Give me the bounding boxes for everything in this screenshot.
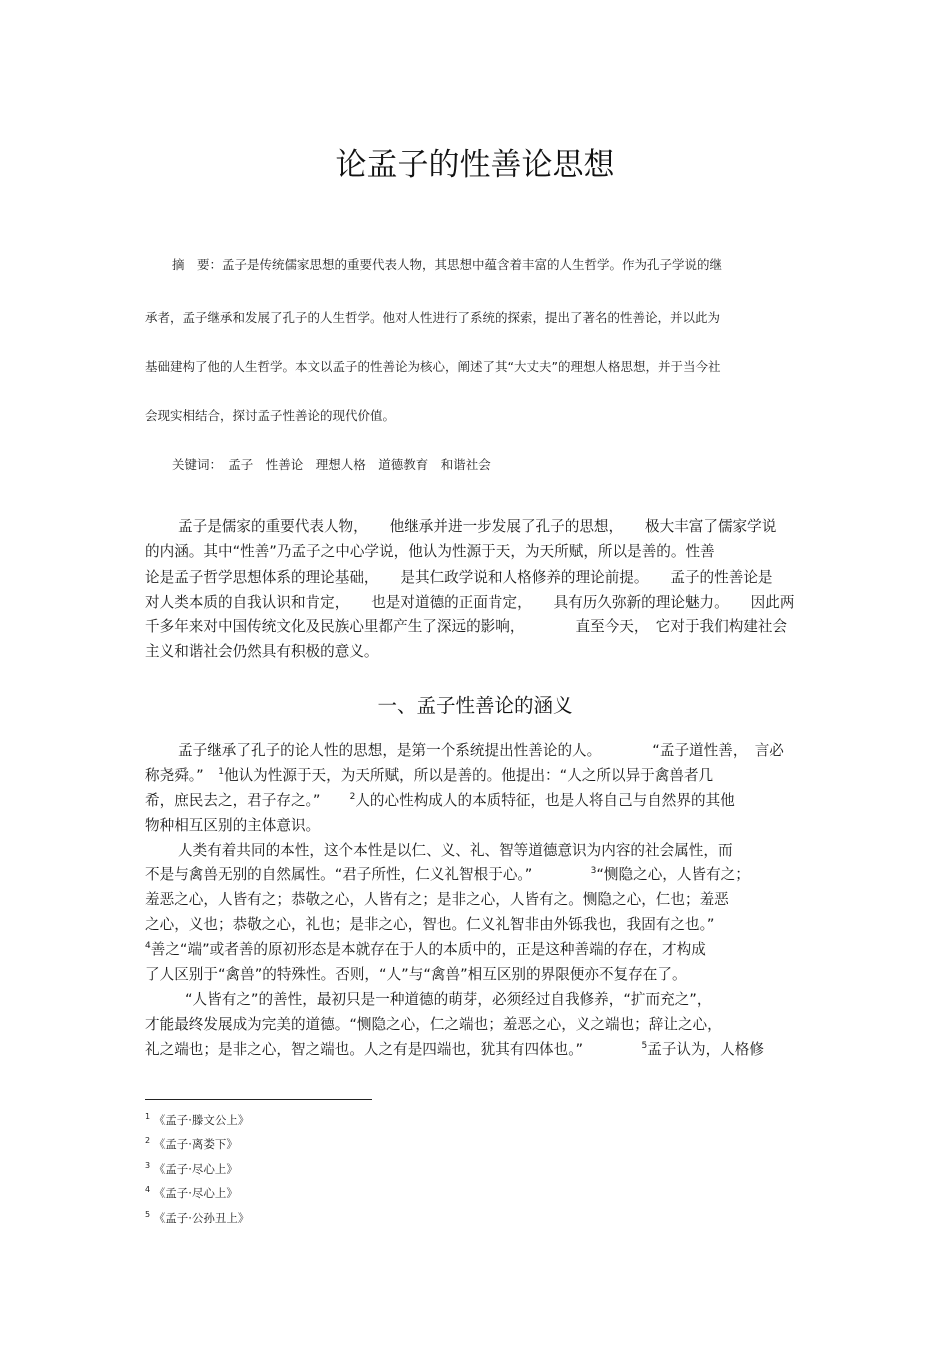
body-line: 不是与禽兽无别的自然属性。“君子所性，仁义礼智根于心。” $^3$“恻隐之心，人皆有之； bbox=[145, 866, 750, 883]
body-line: 人类有着共同的本性，这个本性是以仁、义、礼、智等道德意识为内容的社会属性，而 bbox=[178, 842, 733, 859]
body-line: 希，庶民去之，君子存之。” $^2$人的心性构成人的本质特征，也是人将自己与自然界的其他 bbox=[145, 792, 735, 809]
abstract-line: 基础建构了他的人生哲学。本文以孟子的性善论为核心，阐述了其“大丈夫”的理想人格思想，并于当今社 bbox=[145, 359, 721, 374]
body-line: 了人区别于“禽兽”的特殊性。否则，“人”与“禽兽”相互区别的界限便亦不复存在了。 bbox=[145, 966, 687, 983]
abstract-line: 会现实相结合，探讨孟子性善论的现代价值。 bbox=[145, 408, 396, 423]
body-line: “人皆有之”的善性，最初只是一种道德的萌芽，必须经过自我修养，“扩而充之”， bbox=[185, 991, 712, 1008]
footnote-ref[interactable]: 5 bbox=[641, 1041, 648, 1051]
intro-line: 主义和谐社会仍然具有积极的意义。 bbox=[145, 643, 379, 660]
keywords-line: 关键词： 孟子 性善论 理想人格 道德教育 和谐社会 bbox=[172, 457, 491, 472]
body-line: 之心，义也；恭敬之心，礼也；是非之心，智也。仁义礼智非由外铄我也，我固有之也。” bbox=[145, 916, 715, 933]
page-title: 论孟子的性善论思想 bbox=[335, 147, 615, 183]
abstract-line: 摘 要：孟子是传统儒家思想的重要代表人物，其思想中蕴含着丰富的人生哲学。作为孔子学说的继 bbox=[172, 257, 723, 272]
body-line: 孟子继承了孔子的论人性的思想，是第一个系统提出性善论的人。 “孟子道性善， 言必 bbox=[178, 742, 784, 759]
footnote: $^1$ 《孟子·滕文公上》 bbox=[145, 1112, 250, 1127]
intro-line: 的内涵。其中“性善”乃孟子之中心学说，他认为性源于天，为天所赋，所以是善的。性善 bbox=[145, 543, 715, 560]
footnote: $^5$ 《孟子·公孙丑上》 bbox=[145, 1210, 250, 1225]
intro-line: 对人类本质的自我认识和肯定， 也是对道德的正面肯定， 具有历久弥新的理论魅力。 因此两 bbox=[145, 594, 795, 611]
footnote: $^4$ 《孟子·尽心上》 bbox=[145, 1185, 238, 1200]
body-line: 才能最终发展成为完美的道德。“恻隐之心，仁之端也；羞恶之心，义之端也；辞让之心， bbox=[145, 1016, 722, 1033]
intro-line: 孟子是儒家的重要代表人物， 他继承并进一步发展了孔子的思想， 极大丰富了儒家学说 bbox=[178, 518, 777, 535]
body-line: 物种相互区别的主体意识。 bbox=[145, 817, 321, 834]
intro-line: 千多年来对中国传统文化及民族心里都产生了深远的影响， 直至今天， 它对于我们构建社会 bbox=[145, 618, 788, 635]
footnote-ref[interactable]: 4 bbox=[145, 941, 151, 951]
footnote-divider bbox=[145, 1099, 372, 1100]
footnote: $^3$ 《孟子·尽心上》 bbox=[145, 1161, 238, 1176]
section-heading: 一、孟子性善论的涵义 bbox=[377, 694, 573, 717]
body-line: 称尧舜。” $^1$他认为性源于天，为天所赋，所以是善的。他提出：“人之所以异于禽兽者几 bbox=[145, 767, 714, 784]
footnote: $^2$ 《孟子·离娄下》 bbox=[145, 1136, 238, 1151]
abstract-line: 承者，孟子继承和发展了孔子的人生哲学。他对人性进行了系统的探索，提出了著名的性善论，并以此为 bbox=[145, 310, 721, 325]
intro-line: 论是孟子哲学思想体系的理论基础， 是其仁政学说和人格修养的理论前提。 孟子的性善论是 bbox=[145, 569, 773, 586]
body-line: 礼之端也；是非之心，智之端也。人之有是四端也，犹其有四体也。” $^5$孟子认为，人格修 bbox=[145, 1041, 764, 1058]
footnote-ref[interactable]: 3 bbox=[590, 866, 597, 876]
footnote-ref[interactable]: 2 bbox=[349, 792, 356, 802]
footnote-ref[interactable]: 1 bbox=[218, 767, 224, 777]
body-line: 羞恶之心，人皆有之；恭敬之心，人皆有之；是非之心，人皆有之。恻隐之心，仁也；羞恶 bbox=[145, 891, 729, 908]
body-line: $^4$善之“端”或者善的原初形态是本就存在于人的本质中的，正是这种善端的存在，才构成 bbox=[145, 941, 706, 958]
